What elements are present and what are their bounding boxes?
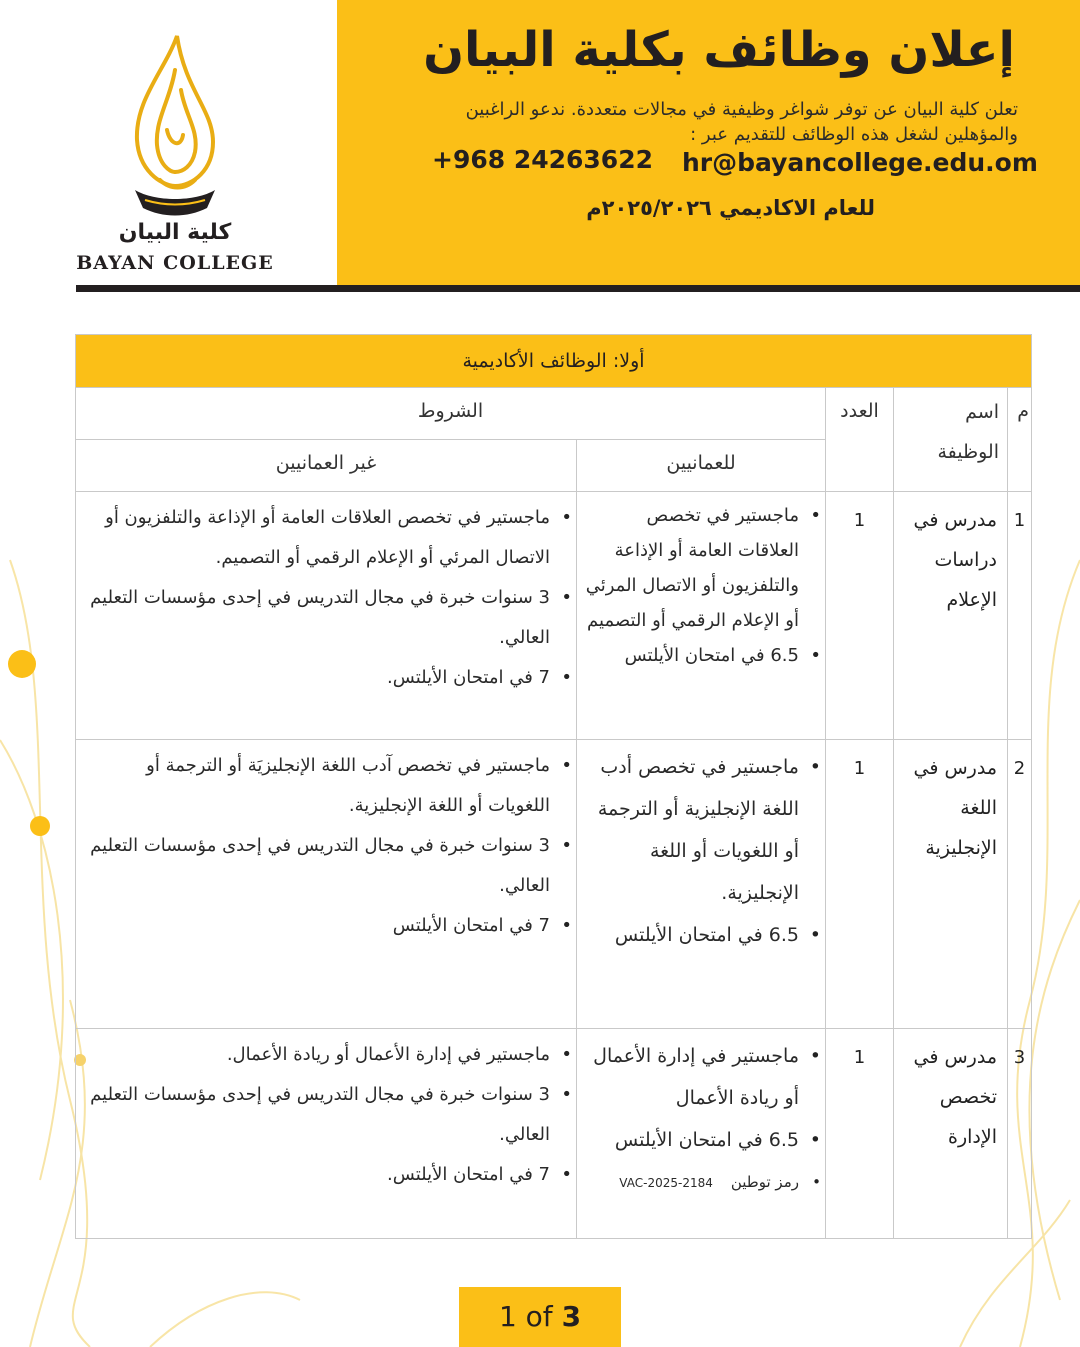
table-row [76,1029,1032,1239]
header-count: العدد [826,388,894,492]
table-row [76,492,1032,740]
page-total: 3 [561,1300,582,1333]
row-non-omani-conditions [76,492,577,740]
row-omani-conditions [577,492,826,740]
condition-item: • ماجستير في تخصص العلاقات العامة أو الإذاعة والتلفزيون أو الاتصال المرئي أو الإعلام الرقمي أو التصميم [585,498,799,638]
condition-item: • ماجستير في إدارة الأعمال أو ريادة الأعمال [585,1035,799,1119]
row-count: 1 [826,1029,894,1239]
page-indicator [459,1287,621,1347]
condition-item: • ماجستير في تخصص أدب اللغة الإنجليزية أو الترجمة أو اللغويات أو اللغة الإنجليزية. [585,746,799,914]
row-count: 1 [826,492,894,740]
header-divider [76,285,1080,292]
row-non-omani-conditions [76,1029,577,1239]
deco-dot [8,650,36,678]
condition-item: • ماجستير في إدارة الأعمال أو ريادة الأعمال. [84,1035,550,1075]
intro-text: تعلن كلية البيان عن توفر شواغر وظيفية في مجالات متعددة. ندعو الراغبين والمؤهلين لشغل هذه الوظائف للتقديم عبر : [465,99,1018,145]
header-non-omani: غير العمانيين [76,440,577,492]
logo-english-name: BAYAN COLLEGE [76,252,274,274]
header-omani: للعمانيين [577,440,826,492]
row-non-omani-conditions [76,740,577,1029]
row-count: 1 [826,740,894,1029]
row-index: 3 [1008,1029,1032,1239]
row-omani-conditions [577,1029,826,1239]
college-logo [70,30,280,280]
condition-item: • 7 في امتحان الأيلتس [84,906,550,946]
row-job-title: مدرس في تخصص الإدارة [894,1029,1008,1239]
logo-arabic-name: كلية البيان [118,220,232,245]
code-label: رمز توطين [730,1173,799,1191]
page-of-label: of [525,1300,553,1333]
condition-item: • ماجستير في تخصص العلاقات العامة أو الإذاعة والتلفزيون أو الاتصال المرئي أو الإعلام الرقمي أو التصميم. [84,498,550,578]
condition-item: • 3 سنوات خبرة في مجال التدريس في إحدى مؤسسات التعليم العالي. [84,826,550,906]
academic-jobs-table [75,334,1032,1239]
row-index: 2 [1008,740,1032,1029]
flame-emblem-icon [115,30,235,220]
condition-item: • ماجستير في تخصص آدب اللغة الإنجليزيَة أو الترجمة أو اللغويات أو اللغة الإنجليزية. [84,746,550,826]
condition-item: • 6.5 في امتحان الأيلتس [585,914,799,956]
condition-item: • 3 سنوات خبرة في مجال التدريس في إحدى مؤسسات التعليم العالي. [84,1075,550,1155]
page-current: 1 [498,1300,517,1333]
table-row [76,740,1032,1029]
row-index: 1 [1008,492,1032,740]
header-job-name: اسم الوظيفة [894,388,1008,492]
vacancy-code: VAC-2025-2184 [619,1176,713,1190]
section-title: أولا: الوظائف الأكاديمية [76,335,1032,388]
deco-dot [30,816,50,836]
row-job-title: مدرس في اللغة الإنجليزية [894,740,1008,1029]
omanisation-code-item [585,1161,799,1204]
contact-email[interactable]: hr@bayancollege.edu.om [682,148,1038,177]
page-title: إعلان وظائف بكلية البيان [423,22,1015,78]
condition-item: • 6.5 في امتحان الأيلتس [585,1119,799,1161]
row-job-title: مدرس في دراسات الإعلام [894,492,1008,740]
row-omani-conditions [577,740,826,1029]
condition-item: • 3 سنوات خبرة في مجال التدريس في إحدى مؤسسات التعليم العالي. [84,578,550,658]
condition-item: • 7 في امتحان الأيلتس. [84,1155,550,1195]
header-conditions: الشروط [76,388,826,440]
condition-item: • 6.5 في امتحان الأيلتس [585,638,799,673]
header-index: م [1008,388,1032,492]
condition-item: • 7 في امتحان الأيلتس. [84,658,550,698]
contact-phone[interactable]: +968 24263622 [432,145,653,174]
academic-year: للعام الاكاديمي ٢٠٢٥/٢٠٢٦م [586,196,875,220]
